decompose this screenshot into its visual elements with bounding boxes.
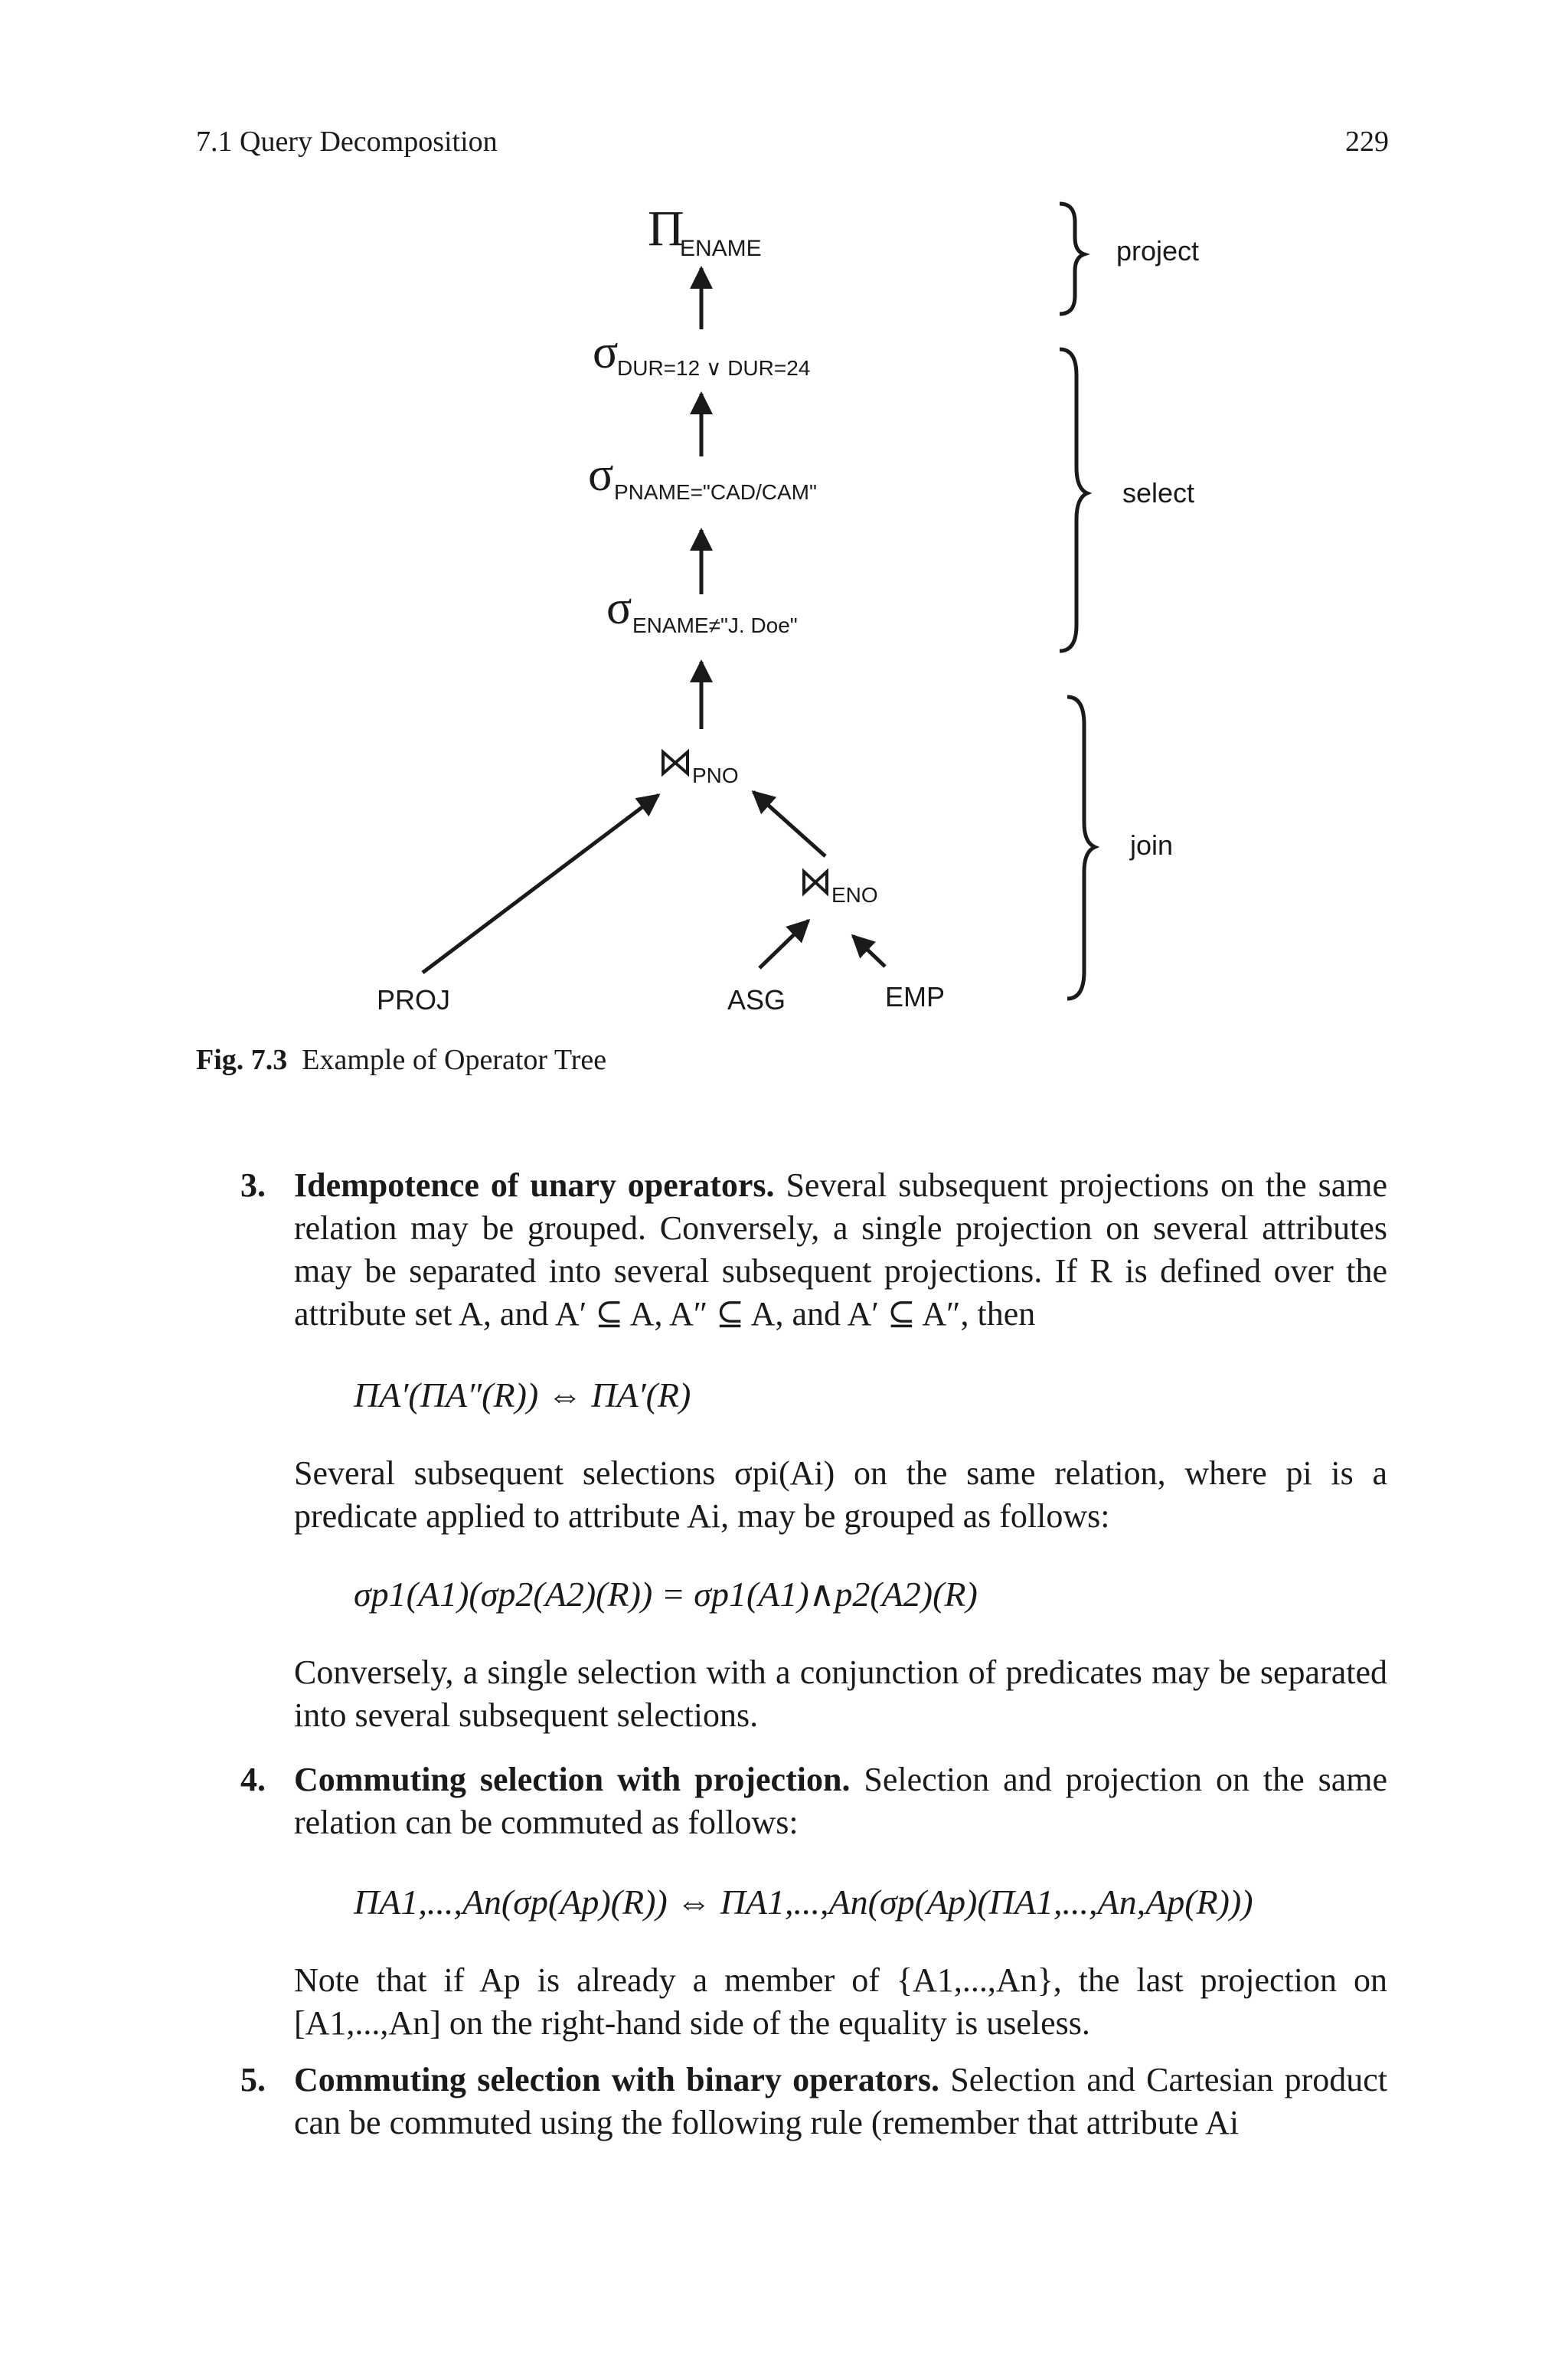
sigma-symbol: σ xyxy=(593,326,619,378)
list-item-title: Commuting selection with projection. xyxy=(294,1761,851,1798)
tree-leaf-asg: ASG xyxy=(727,984,786,1016)
tree-node-select-dur: DUR=12 ∨ DUR=24 xyxy=(617,356,811,380)
page-number: 229 xyxy=(1345,126,1389,158)
paragraph-block xyxy=(294,1959,1387,2045)
figure-label: Fig. 7.3 xyxy=(196,1044,288,1076)
paragraph: Conversely, a single selection with a conjunction of predicates may be separated into several subsequent selections. xyxy=(294,1653,1387,1734)
paragraph xyxy=(294,1758,1387,1844)
list-item-title: Idempotence of unary operators. xyxy=(294,1166,775,1204)
brace-project xyxy=(1060,204,1084,314)
figure-caption-text: Example of Operator Tree xyxy=(302,1044,607,1076)
list-item-number: 3. xyxy=(240,1166,266,1204)
equation-selection-projection-commute: ΠA1,...,An(σp(Ap)(R)) ⇔ ΠA1,...,An(σp(Ap)(ΠA1,...,An,Ap(R))) xyxy=(354,1882,1253,1922)
list-item-number: 5. xyxy=(240,2061,266,2098)
equation-selection-grouping: σp1(A1)(σp2(A2)(R)) = σp1(A1)∧p2(A2)(R) xyxy=(354,1575,978,1614)
paragraph xyxy=(294,2059,1387,2144)
paragraph: Several subsequent selections σpi(Ai) on the same relation, where pi is a predicate applied to attribute Ai, may be grouped as follows: xyxy=(294,1454,1387,1535)
tree-node-project: ENAME xyxy=(680,236,762,261)
tree-node-select-ename: ENAME≠"J. Doe" xyxy=(632,613,798,637)
paragraph-block xyxy=(294,1452,1387,1538)
pi-symbol: Π xyxy=(648,201,684,257)
list-item xyxy=(240,1164,1387,1336)
list-item xyxy=(240,2059,1387,2144)
paragraph: Note that if Ap is already a member of {A1,...,An}, the last projection on [A1,...,An] on the right-hand side of the equality is useless. xyxy=(294,1961,1387,2042)
list-item-text: Selection and projection on the same relation can be commuted as follows: xyxy=(294,1761,1388,1841)
tree-edge xyxy=(853,936,885,967)
tree-leaf-proj: PROJ xyxy=(377,984,451,1016)
tree-edge xyxy=(423,795,658,973)
sigma-symbol: σ xyxy=(606,582,632,634)
list-item-text: Several subsequent projections on the same relation may be grouped. Conversely, a single projection on several attributes may be separated into several subsequent projections. If R is defined over the attribute set A, and A′ ⊆ A, A″ ⊆ A, and A′ ⊆ A″, then xyxy=(294,1166,1387,1333)
bowtie-join-icon xyxy=(804,872,827,893)
brace-label-join: join xyxy=(1130,829,1174,861)
list-item-title: Commuting selection with binary operators. xyxy=(294,2061,939,2098)
running-head: 7.1 Query Decomposition xyxy=(196,126,498,158)
list-item-number: 4. xyxy=(240,1761,266,1798)
tree-leaf-emp: EMP xyxy=(885,981,946,1012)
bowtie-join-icon xyxy=(663,752,688,774)
tree-node-join-eno: ENO xyxy=(831,883,878,907)
brace-join xyxy=(1067,697,1095,999)
brace-label-project: project xyxy=(1116,235,1200,267)
figure-caption xyxy=(196,1043,606,1077)
list-item xyxy=(240,1758,1388,1844)
paragraph xyxy=(294,1164,1387,1336)
tree-node-select-pname: PNAME="CAD/CAM" xyxy=(614,480,817,504)
tree-edge xyxy=(753,792,825,856)
tree-node-join-pno: PNO xyxy=(692,764,739,787)
list-item-text: Selection and Cartesian product can be commuted using the following rule (remember that attribute Ai xyxy=(294,2061,1387,2141)
equation-projection-idempotence: ΠA′(ΠA″(R)) ⇔ ΠA′(R) xyxy=(354,1375,691,1415)
brace-select xyxy=(1060,349,1087,651)
tree-edge xyxy=(760,921,808,968)
sigma-symbol: σ xyxy=(588,449,614,501)
brace-label-select: select xyxy=(1122,477,1195,509)
operator-tree-figure xyxy=(0,176,1568,1026)
paragraph-block xyxy=(294,1651,1387,1737)
